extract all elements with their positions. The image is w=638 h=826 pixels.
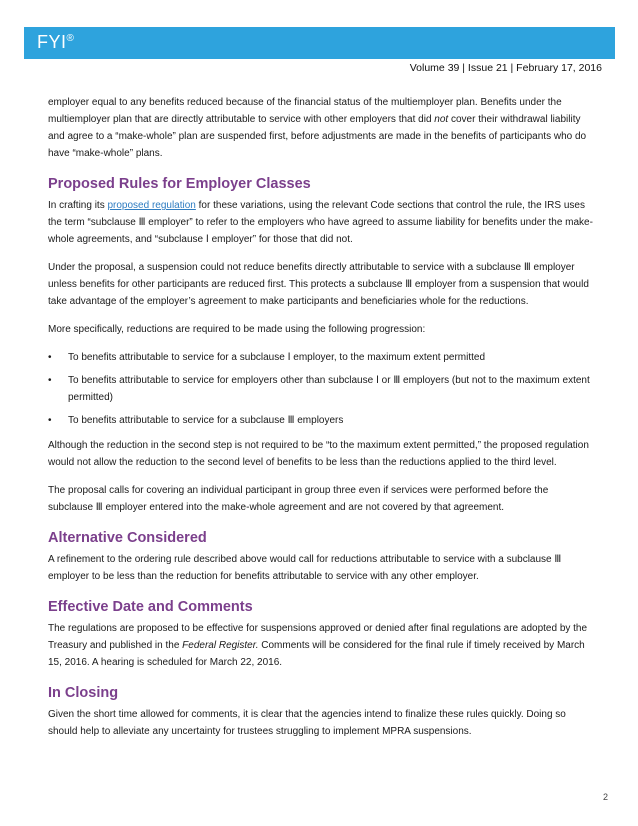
- paragraph: Under the proposal, a suspension could not reduce benefits directly attributable to service with a subclause Ⅲ employer unless benefits for other participants are reduced first. This protects a subclause Ⅲ employer from a suspension that would take advantage of the employer’s agreement to make participants and beneficiaries whole for the reductions.: [48, 262, 589, 307]
- paragraph: A refinement to the ordering rule described above would call for reductions attributable to service with a subclause Ⅲ employer to be less than the reduction for benefits attributable to service with any other employer.: [48, 554, 562, 582]
- paragraph-text: for these variations, using the relevant Code sections that control the rule, the IRS uses the term “subclause Ⅲ employer” to refer to the employers who have agreed to assume liability for benefits under the make-whole agreements, and “subclause Ⅰ employer” for those that did not.: [48, 200, 593, 245]
- list-item-text: To benefits attributable to service for employers other than subclause Ⅰ or Ⅲ employers (but not to the maximum extent permitted): [68, 375, 590, 403]
- list-item: [48, 372, 596, 406]
- intro-emphasis: not: [434, 114, 449, 125]
- paragraph: [48, 620, 596, 671]
- bullet-icon: •: [48, 375, 52, 386]
- federal-register-emphasis: Federal Register.: [182, 640, 259, 651]
- intro-text-a: employer equal to any benefits reduced because of the financial status of the multiemployer plan. Benefits under the multiemployer plan that are directly attributable to service with other employers that did: [48, 97, 562, 125]
- paragraph: [48, 197, 596, 248]
- proposed-regulation-link[interactable]: proposed regulation: [107, 200, 196, 211]
- paragraph-text: Comments will be considered for the final rule if timely received by March 15, 2016. A hearing is scheduled for March 22, 2016.: [48, 640, 585, 668]
- paragraph: Although the reduction in the second step is not required to be “to the maximum extent permitted,” the proposed regulation would not allow the reduction to the second level of benefits to be less than the reductions applied to the third level.: [48, 440, 589, 468]
- list-item: [48, 412, 596, 429]
- brand-name: FYI: [37, 32, 67, 52]
- paragraph-text: In crafting its: [48, 200, 108, 211]
- paragraph: Given the short time allowed for comments, it is clear that the agencies intend to finalize these rules quickly. Doing so should help to alleviate any uncertainty for trustees struggling to implement MPRA suspensions.: [48, 709, 566, 737]
- intro-text-b: cover their withdrawal liability and agree to a “make-whole” plan are suspended first, before adjustments are made in the benefits of participants who do have “make-whole” plans.: [48, 114, 587, 159]
- list-item-text: To benefits attributable to service for a subclause Ⅰ employer, to the maximum extent permitted: [68, 352, 486, 363]
- issue-line: Volume 39 | Issue 21 | February 17, 2016: [409, 62, 602, 74]
- registered-mark: ®: [66, 33, 75, 44]
- intro-paragraph: [48, 94, 596, 162]
- paragraph-text: The regulations are proposed to be effective for suspensions approved or denied after final regulations are adopted by the Treasury and published in the: [48, 623, 588, 651]
- section-heading-effective-date: Effective Date and Comments: [48, 599, 253, 615]
- section-heading-in-closing: In Closing: [48, 685, 119, 701]
- list-item: [48, 349, 596, 366]
- progression-list: [48, 349, 596, 429]
- brand-logo: [37, 32, 74, 53]
- paragraph: More specifically, reductions are required to be made using the following progression:: [48, 324, 426, 335]
- list-item-text: To benefits attributable to service for a subclause Ⅲ employers: [68, 415, 344, 426]
- bullet-icon: •: [48, 352, 52, 363]
- bullet-icon: •: [48, 415, 52, 426]
- page-number: 2: [602, 792, 608, 802]
- header-banner: [24, 27, 615, 59]
- section-heading-alternative: Alternative Considered: [48, 530, 207, 546]
- article-body: [48, 94, 596, 751]
- section-heading-employer-classes: Proposed Rules for Employer Classes: [48, 176, 311, 192]
- paragraph: The proposal calls for covering an individual participant in group three even if services were performed before the subclause Ⅲ employer entered into the make-whole agreement and are not covered by that agreement.: [48, 485, 549, 513]
